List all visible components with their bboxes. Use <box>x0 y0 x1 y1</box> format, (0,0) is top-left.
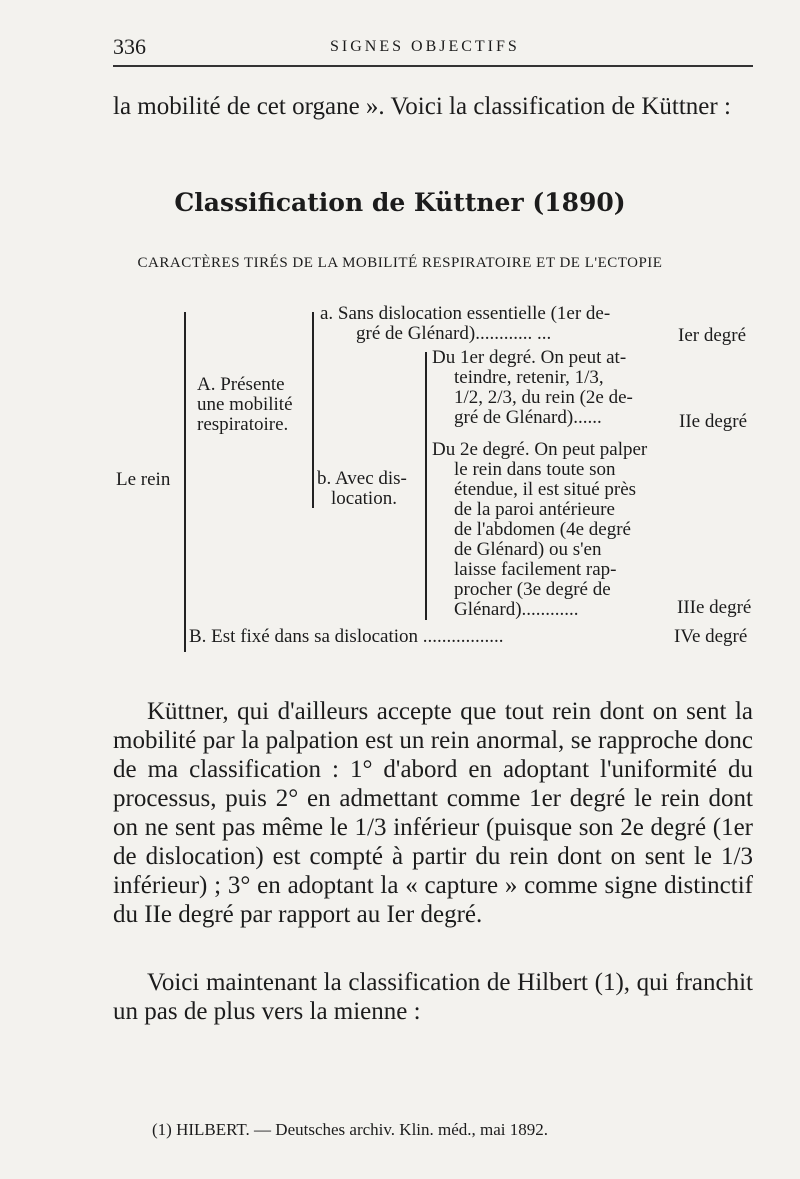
running-title: SIGNES OBJECTIFS <box>330 38 520 55</box>
deg3-text: Du 2e degré. On peut palper le rein dans toute son étendue, il est situé près de la paroi antérieure de l'abdomen (4e degré de Glénard) ou s'en laisse facilement rap- procher (3e degré de Glénard)............ <box>432 439 648 620</box>
deg2-degree: IIe degré <box>679 411 748 432</box>
root-label: Le rein <box>116 469 171 490</box>
footnote: (1) HILBERT. — Deutsches archiv. Klin. méd., mai 1892. <box>152 1120 549 1139</box>
group-b-degree: IVe degré <box>674 626 748 647</box>
page-number: 336 <box>113 34 146 59</box>
header-rule <box>113 65 753 67</box>
paragraph-2: Voici maintenant la classification de Hilbert (1), qui franchit un pas de plus vers la mienne : <box>113 969 753 1025</box>
paragraph-1: Küttner, qui d'ailleurs accepte que tout rein dont on sent la mobilité par la palpation est un rein anormal, se rapproche donc de ma classification : 1° d'abord en adoptant l'uniformité du processus, puis 2° en admettant comme 1er degré le rein dont on ne sent pas même le 1/3 inférieur (puisque son 2e degré (1er de dislocation) est compté à partir du rein dont on sent le 1/3 inférieur) ; 3° en adoptant la « capture » comme signe distinctif du IIe degré par rapport au Ier degré. <box>113 698 753 928</box>
group-b-text: B. Est fixé dans sa dislocation ................. <box>189 626 504 647</box>
item-b-brace <box>425 352 427 620</box>
classification-title: Classification de Küttner (1890) <box>174 188 626 217</box>
deg3-degree: IIIe degré <box>677 597 752 618</box>
intro-text: la mobilité de cet organe ». Voici la classification de Küttner : <box>113 93 731 120</box>
group-a-label: A. Présente une mobilité respiratoire. <box>197 374 293 435</box>
group-a-brace <box>312 312 314 508</box>
item-a-degree: Ier degré <box>678 325 747 346</box>
item-a-text: a. Sans dislocation essentielle (1er de- gré de Glénard)............ ... <box>320 303 611 344</box>
classification-caption: CARACTÈRES TIRÉS DE LA MOBILITÉ RESPIRATOIRE ET DE L'ECTOPIE <box>137 255 663 271</box>
deg2-text: Du 1er degré. On peut at- teindre, retenir, 1/3, 1/2, 2/3, du rein (2e de- gré de Glénard)...... <box>432 347 633 428</box>
item-b-label: b. Avec dis- location. <box>317 468 407 509</box>
root-brace <box>184 312 186 652</box>
